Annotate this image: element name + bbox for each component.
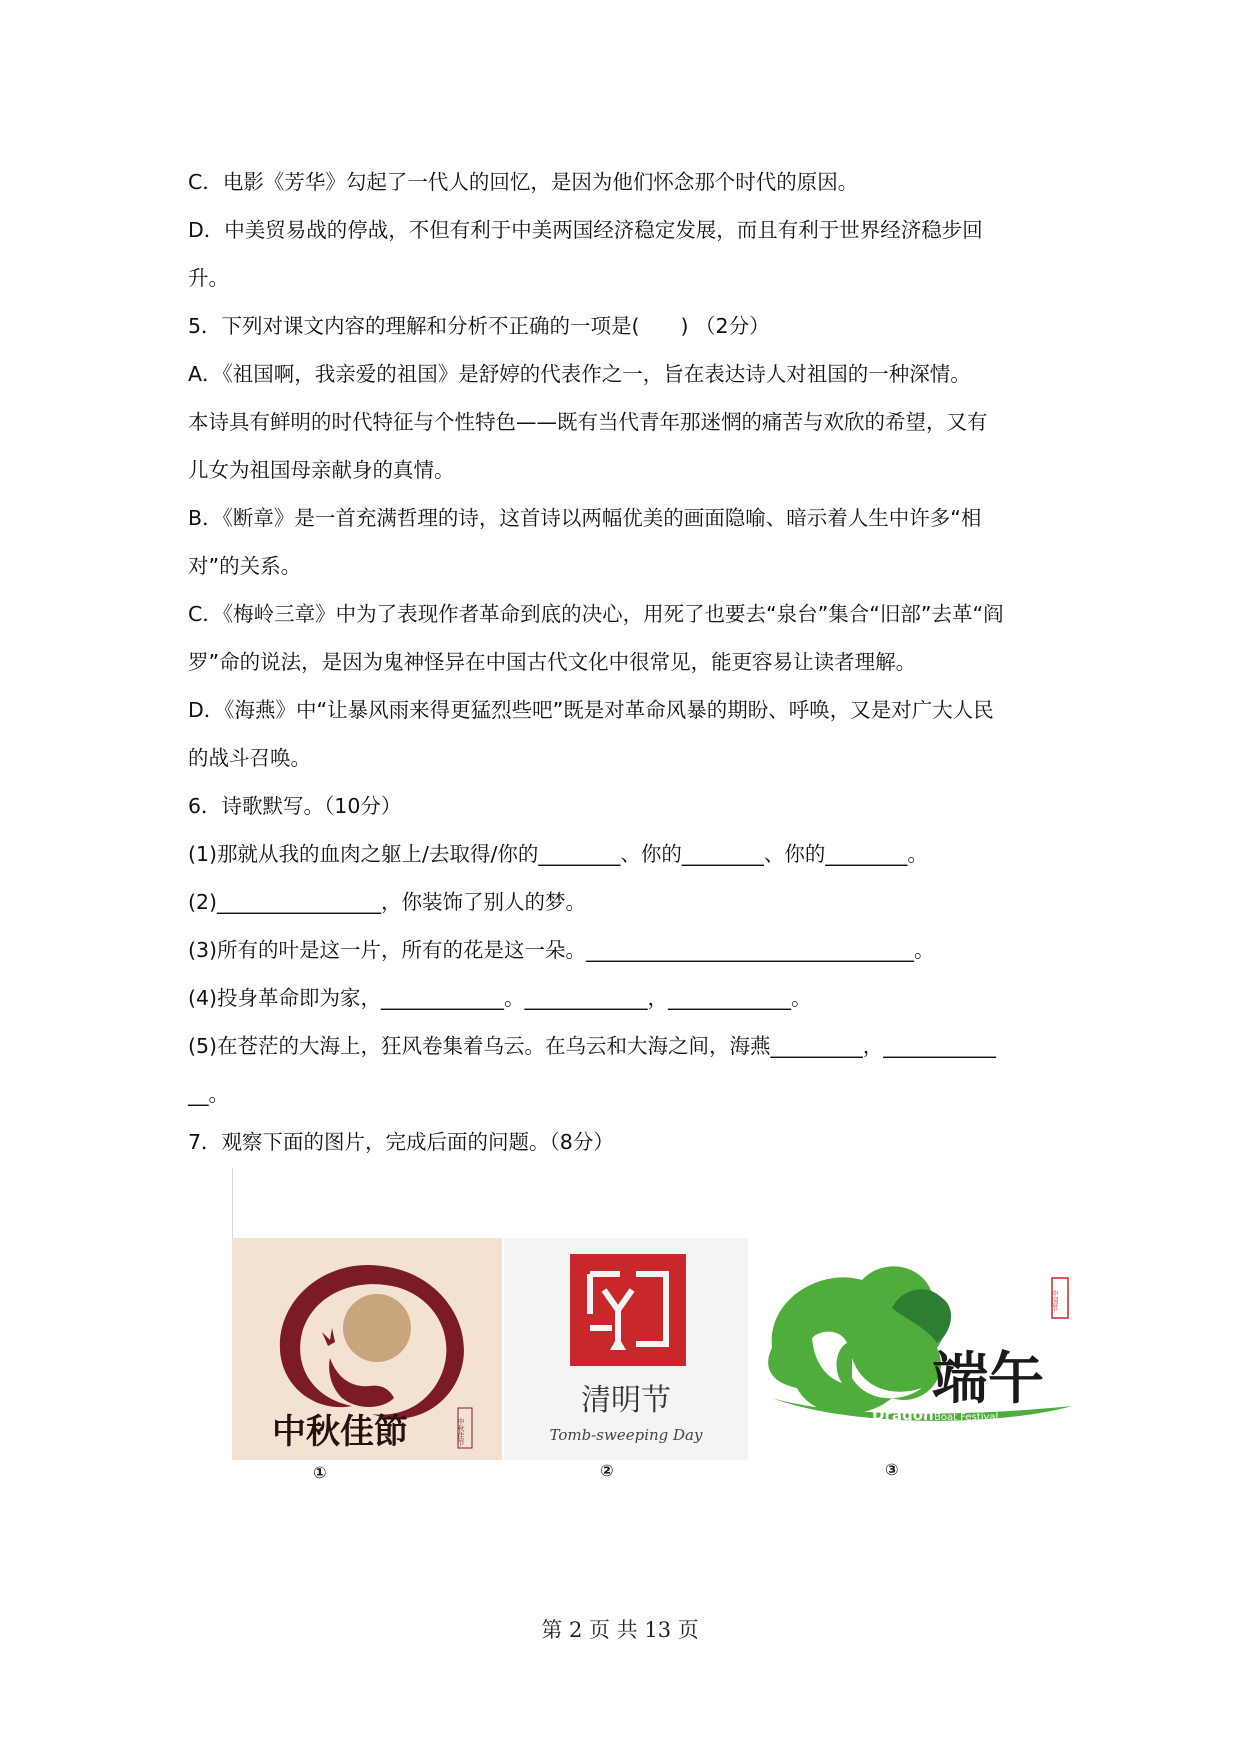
q5-option-c-line: C．《梅岭三章》中为了表现作者革命到底的决心，用死了也要去“泉台”集合“旧部”去革“阎 xyxy=(188,602,1004,626)
dragon-boat-text: 端午 xyxy=(932,1346,1044,1412)
qingming-subtext: Tomb-sweeping Day xyxy=(549,1426,703,1444)
q6-item-4: (4)投身革命即为家，____________。____________，____________。 xyxy=(188,986,812,1010)
image-label-1: ① xyxy=(313,1463,327,1482)
option-c-line: C．电影《芳华》勾起了一代人的回忆，是因为他们怀念那个时代的原因。 xyxy=(188,170,859,194)
q5-option-b-line: B．《断章》是一首充满哲理的诗，这首诗以两幅优美的画面隐喻、暗示着人生中许多“相 xyxy=(188,506,982,530)
image-label-3: ③ xyxy=(885,1460,899,1479)
q6-item-1: (1)那就从我的血肉之躯上/去取得/你的________、你的________、你的________。 xyxy=(188,842,928,866)
question-text xyxy=(188,158,1058,1166)
mid-autumn-logo xyxy=(232,1238,502,1460)
q6-item-2: (2)________________，你装饰了别人的梦。 xyxy=(188,890,587,914)
question-7-title: 7．观察下面的图片，完成后面的问题。（8分） xyxy=(188,1130,614,1154)
q5-option-a-line-3: 儿女为祖国母亲献身的真情。 xyxy=(188,458,455,482)
image-left-border xyxy=(232,1168,233,1238)
dragon-boat-logo-graphic xyxy=(752,1238,1088,1460)
q5-option-d-line-2: 的战斗召唤。 xyxy=(188,746,311,770)
option-d-line: D．中美贸易战的停战，不但有利于中美两国经济稳定发展，而且有利于世界经济稳步回 xyxy=(188,218,983,242)
page-footer: 第 2 页 共 13 页 xyxy=(541,1618,699,1642)
qingming-logo-graphic xyxy=(504,1238,748,1460)
q5-option-d-line: D．《海燕》中“让暴风雨来得更猛烈些吧”既是对革命风暴的期盼、呼唤，又是对广大人民 xyxy=(188,698,994,722)
dragon-boat-subtext-2: Boat Festival xyxy=(934,1412,999,1423)
image-label-2: ② xyxy=(600,1461,614,1480)
mid-autumn-text: 中秋佳節 xyxy=(272,1412,408,1452)
q6-item-5: (5)在苍茫的大海上，狂风卷集着乌云。在乌云和大海之间，海燕_________，___________ xyxy=(188,1034,997,1058)
dragon-boat-subtext-1: Dragon xyxy=(872,1406,934,1424)
q6-item-5-cont: __。 xyxy=(188,1082,229,1106)
dragon-boat-seal: 中国节 xyxy=(1051,1290,1059,1311)
qingming-text: 清明节 xyxy=(581,1383,671,1418)
qingming-logo xyxy=(504,1238,748,1460)
mid-autumn-seal: 中秋佳节 xyxy=(457,1418,465,1446)
question-6-title: 6．诗歌默写。（10分） xyxy=(188,794,402,818)
option-d-line-cont: 升。 xyxy=(188,266,229,290)
q5-option-c-line-2: 罗”命的说法，是因为鬼神怪异在中国古代文化中很常见，能更容易让读者理解。 xyxy=(188,650,917,674)
dragon-boat-logo xyxy=(752,1238,1088,1460)
q5-option-b-line-2: 对”的关系。 xyxy=(188,554,302,578)
mid-autumn-logo-graphic xyxy=(232,1238,502,1460)
q5-option-a-line-2: 本诗具有鲜明的时代特征与个性特色——既有当代青年那迷惘的痛苦与欢欣的希望，又有 xyxy=(188,410,988,434)
question-5-title: 5．下列对课文内容的理解和分析不正确的一项是( ) （2分） xyxy=(188,314,770,338)
q6-item-3: (3)所有的叶是这一片，所有的花是这一朵。________________________________。 xyxy=(188,938,935,962)
q5-option-a-line: A．《祖国啊，我亲爱的祖国》是舒婷的代表作之一，旨在表达诗人对祖国的一种深情。 xyxy=(188,362,971,386)
